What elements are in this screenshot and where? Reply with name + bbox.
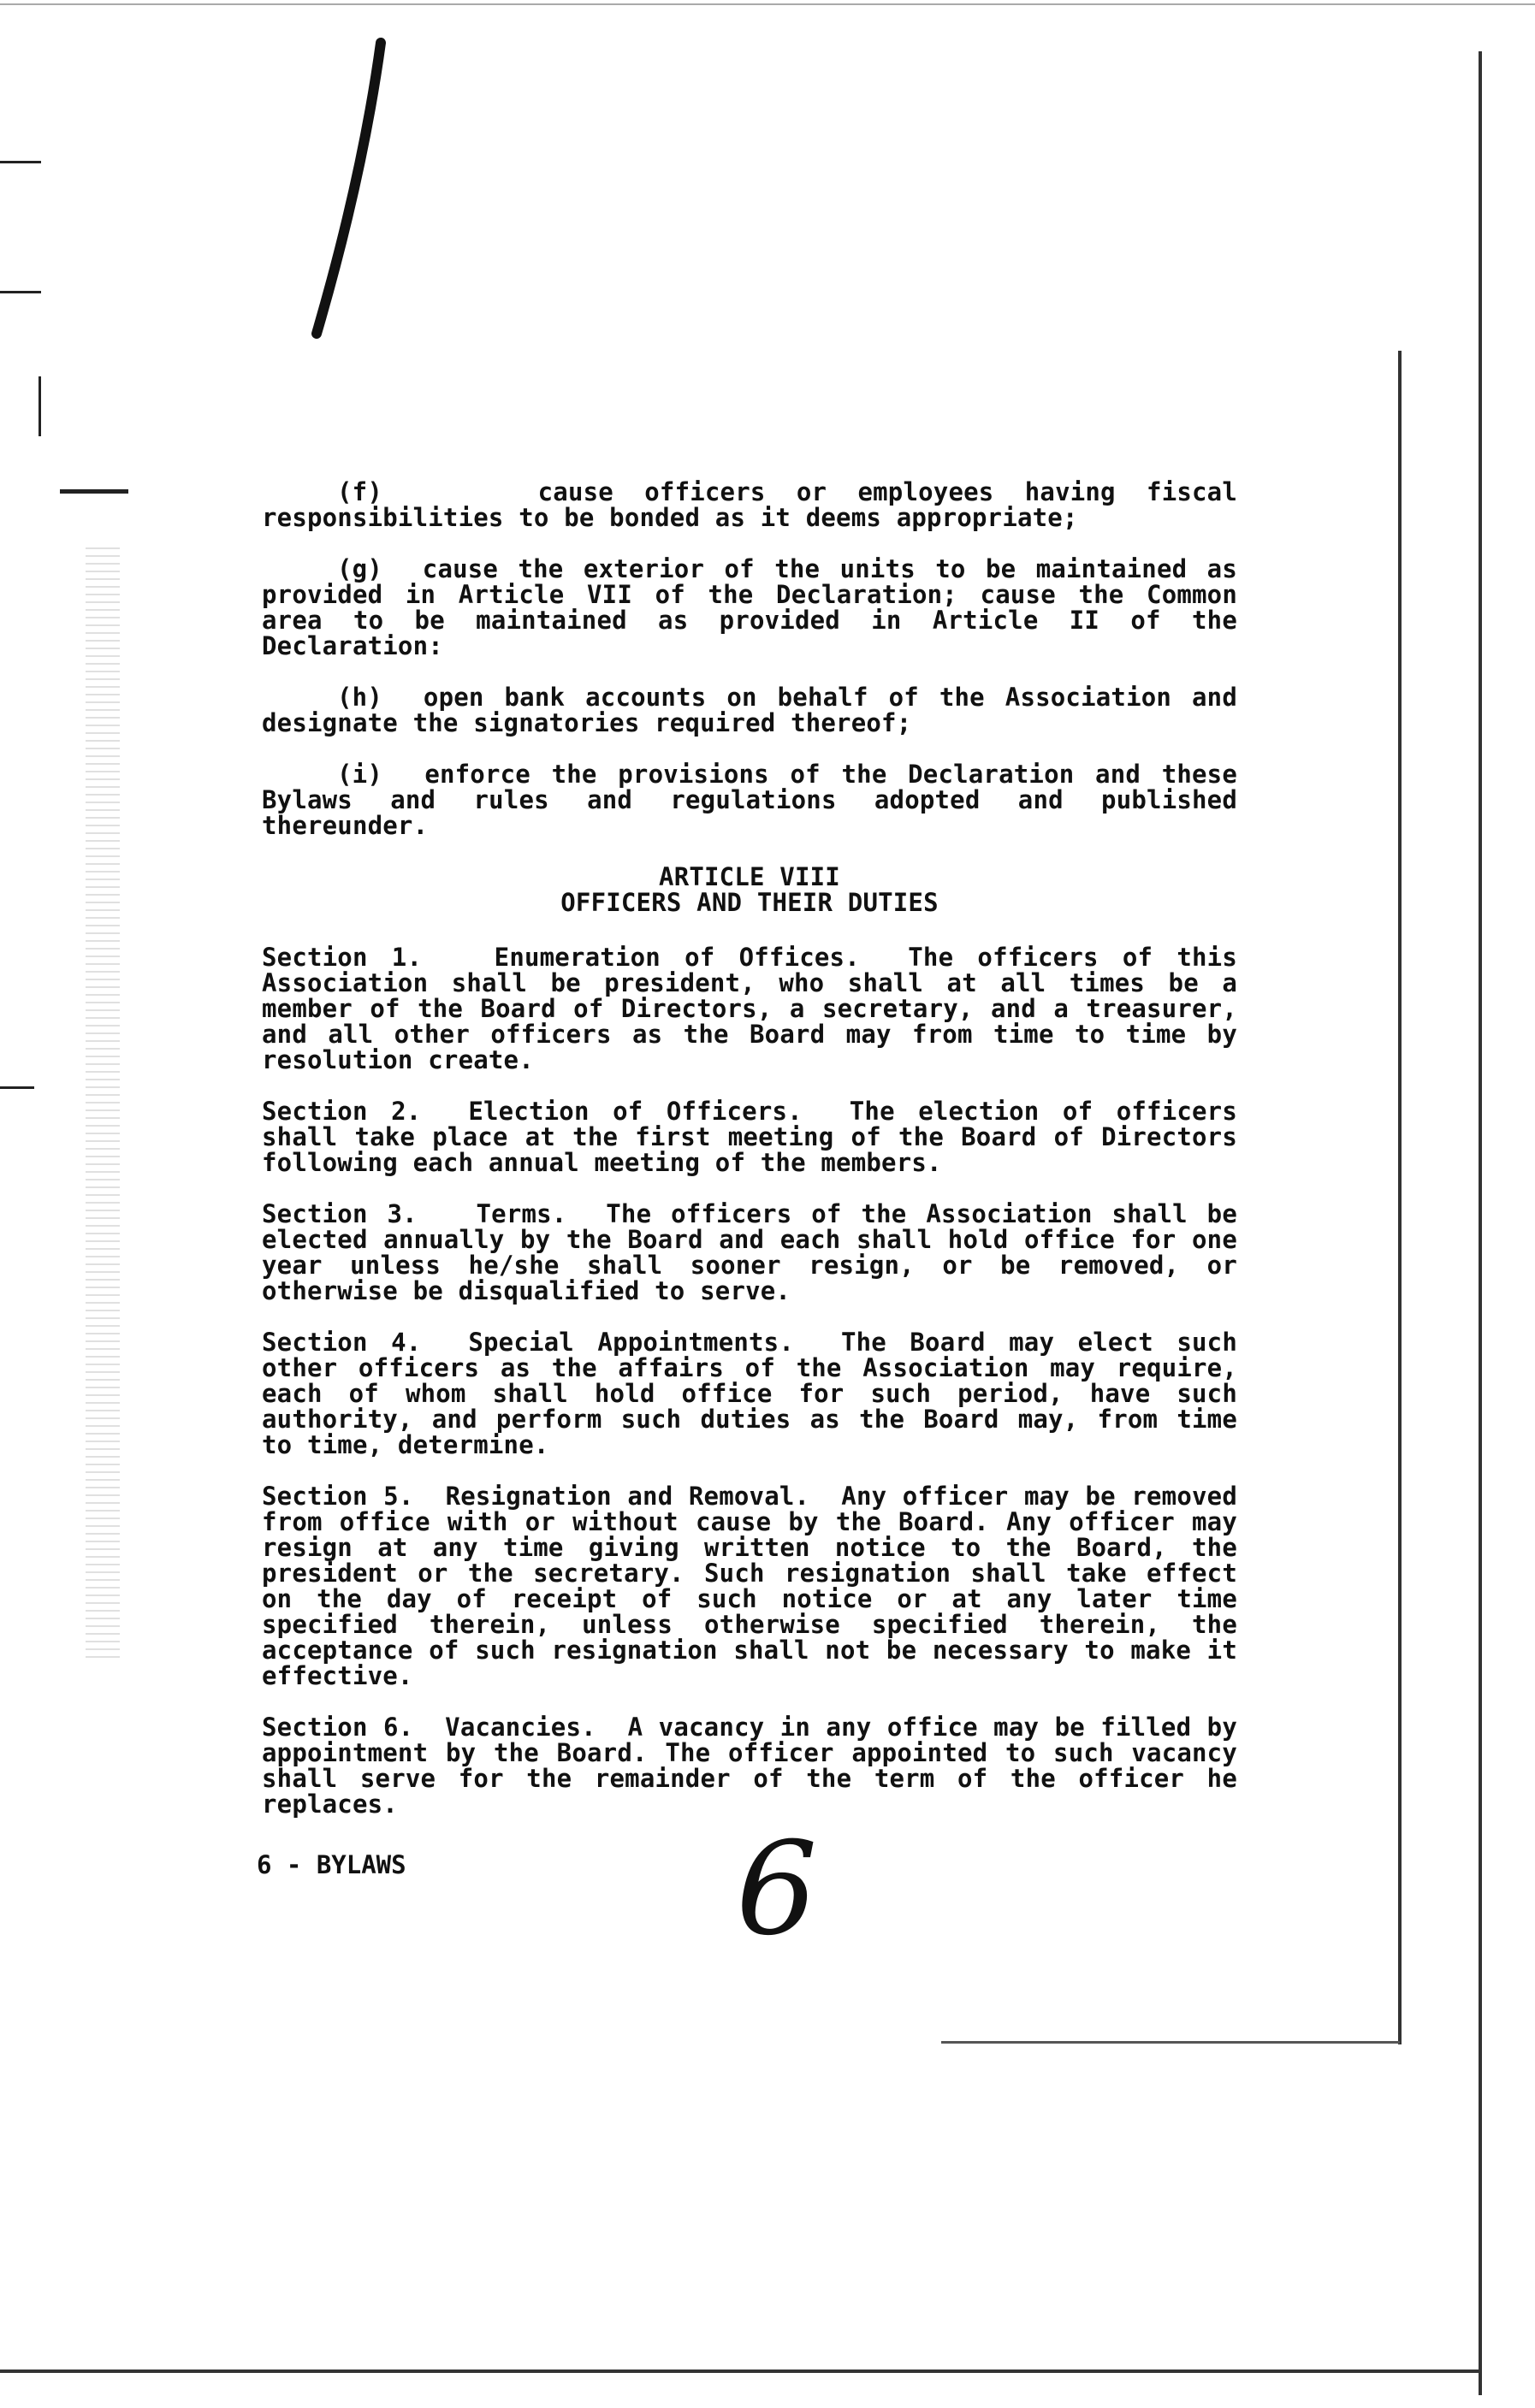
clause-i xyxy=(262,761,1237,838)
page-footer-label: 6 - BYLAWS xyxy=(257,1850,406,1879)
clause-h xyxy=(262,684,1237,736)
clause-label: (h) xyxy=(337,683,382,712)
section-4 xyxy=(262,1329,1237,1458)
section-title: Terms. xyxy=(476,1199,567,1228)
section-heading: Section 6. xyxy=(262,1713,414,1742)
section-6 xyxy=(262,1714,1237,1817)
scan-edge-top xyxy=(0,3,1535,5)
scan-mark-left-4 xyxy=(0,1086,34,1089)
section-text: The election of officers shall take place at the first meeting of the Board of Directors following each annual meeting of the members. xyxy=(262,1097,1237,1177)
clause-g xyxy=(262,556,1237,659)
bylaws-page xyxy=(262,479,1237,1843)
clause-text: open bank accounts on behalf of the Association and designate the signatories required thereof; xyxy=(262,683,1237,737)
section-title: Enumeration of Offices. xyxy=(494,943,860,972)
scan-mark-left-3 xyxy=(60,489,128,494)
section-text: The officers of this Association shall be president, who shall at all times be a member of the Board of Directors, a secretary, and a treasurer, and all other officers as the Board may from time to time by resolution create. xyxy=(262,943,1237,1074)
article-title: OFFICERS AND THEIR DUTIES xyxy=(560,888,939,917)
section-title: Special Appointments. xyxy=(468,1328,794,1357)
section-5 xyxy=(262,1483,1237,1689)
section-heading: Section 4. xyxy=(262,1328,422,1357)
section-text: The officers of the Association shall be elected annually by the Board and each shall hold office for one year unless he/she shall sooner resign, or be removed, or otherwise be disqualified to serve. xyxy=(262,1199,1237,1305)
article-heading xyxy=(262,864,1237,915)
clause-f xyxy=(262,479,1237,530)
section-title: Resignation and Removal. xyxy=(445,1482,810,1511)
article-number: ARTICLE VIII xyxy=(659,862,840,891)
section-text: Any officer may be removed from office with or without cause by the Board. Any officer may resign at any time giving written notice to the Board, the president or the secretary. Such resignation shall take effect on the day of receipt of such notice or at any later time specified therein, unless otherwise specified therein, the acceptance of such resignation shall not be necessary to make it effective. xyxy=(262,1482,1237,1690)
scan-mark-left-2 xyxy=(0,291,41,293)
clause-text: cause officers or employees having fiscal responsibilities to be bonded as it deems appropriate; xyxy=(262,477,1237,532)
section-title: Election of Officers. xyxy=(468,1097,803,1126)
section-3 xyxy=(262,1201,1237,1304)
scan-noise-strip xyxy=(86,547,120,1660)
clause-label: (g) xyxy=(337,554,382,583)
scan-edge-inner-bottom xyxy=(941,2041,1400,2044)
clause-text: cause the exterior of the units to be maintained as provided in Article VII of the Declaration; cause the Common area to be maintained as provided in Article II of the Declaration: xyxy=(262,554,1237,660)
scan-mark-left-5 xyxy=(39,376,41,436)
section-heading: Section 5. xyxy=(262,1482,414,1511)
section-1 xyxy=(262,944,1237,1073)
section-title: Vacancies. xyxy=(445,1713,596,1742)
section-heading: Section 2. xyxy=(262,1097,422,1126)
clause-text: enforce the provisions of the Declaration and these Bylaws and rules and regulations adopted and published thereunder. xyxy=(262,760,1237,840)
section-2 xyxy=(262,1098,1237,1175)
clause-label: (f) xyxy=(337,477,382,506)
section-text: The Board may elect such other officers as the affairs of the Association may require, each of whom shall hold office for such period, have such authority, and perform such duties as the Board may, from time to time, determine. xyxy=(262,1328,1237,1459)
scan-edge-right xyxy=(1479,51,1482,2395)
section-text: A vacancy in any office may be filled by appointment by the Board. The officer appointed to such vacancy shall serve for the remainder of the term of the officer he replaces. xyxy=(262,1713,1237,1819)
scan-mark-left-1 xyxy=(0,161,41,163)
scan-edge-bottom xyxy=(0,2370,1480,2373)
section-heading: Section 1. xyxy=(262,943,423,972)
pen-slash-mark xyxy=(299,34,402,342)
handwritten-page-number-text: 6 xyxy=(736,1822,818,1959)
clause-label: (i) xyxy=(337,760,382,789)
handwritten-page-number xyxy=(727,1822,821,1959)
section-heading: Section 3. xyxy=(262,1199,418,1228)
scan-edge-inner-right xyxy=(1398,351,1402,2044)
